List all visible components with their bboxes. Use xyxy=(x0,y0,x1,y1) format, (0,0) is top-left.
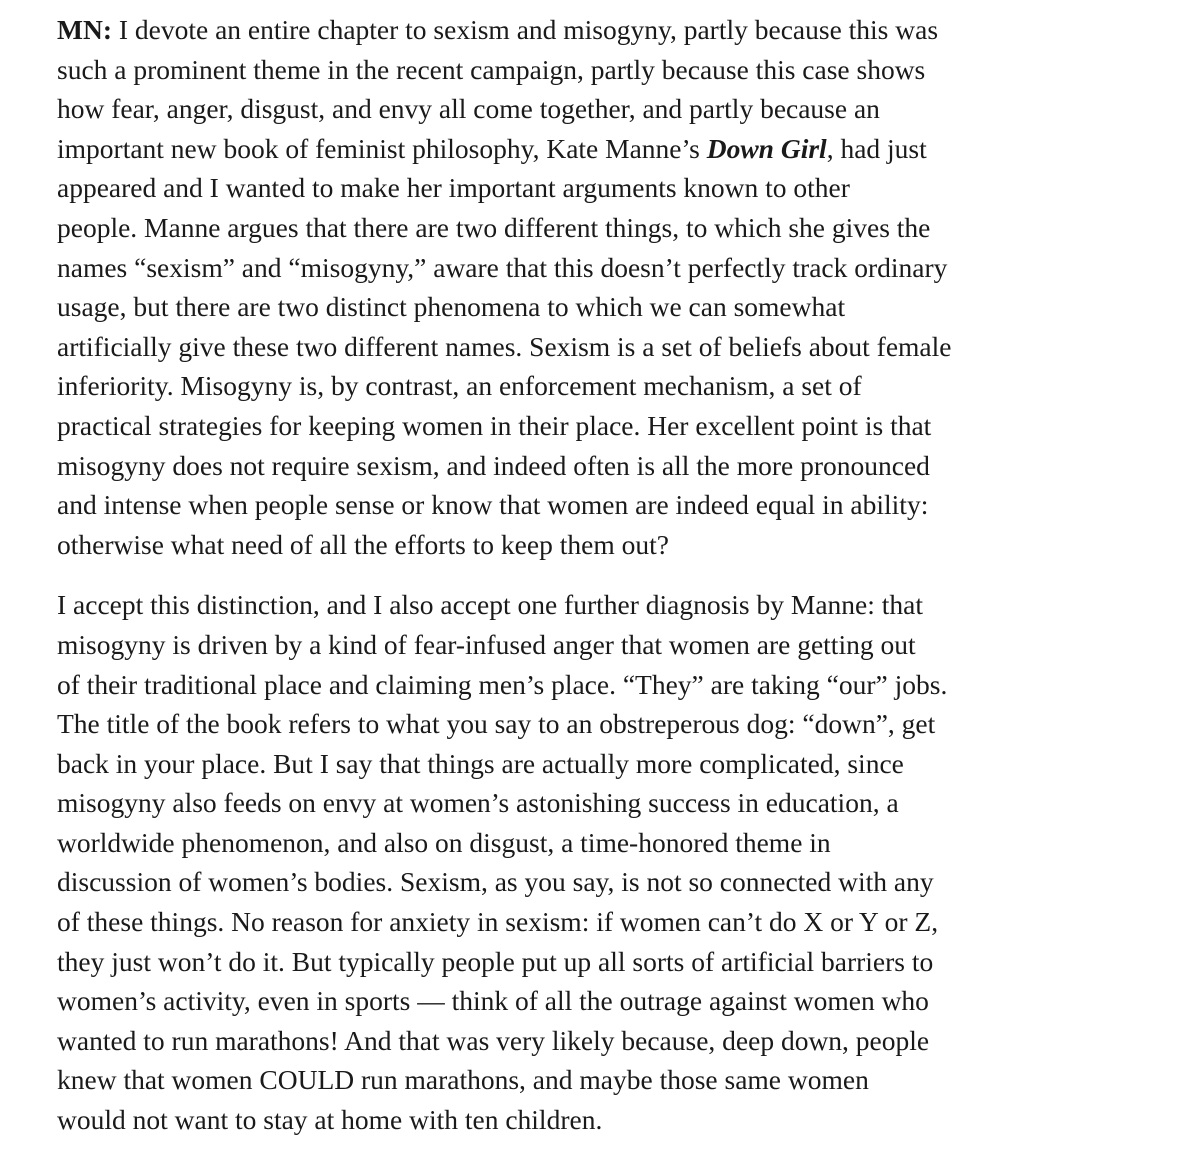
text-line: and intense when people sense or know that women are indeed equal in ability: xyxy=(57,489,929,521)
text-line: The title of the book refers to what you say to an obstreperous dog: “down”, get xyxy=(57,708,936,740)
paragraph-2 xyxy=(57,585,1140,1139)
text-line: I accept this distinction, and I also accept one further diagnosis by Manne: that xyxy=(57,589,923,621)
text-line: inferiority. Misogyny is, by contrast, an enforcement mechanism, a set of xyxy=(57,370,862,402)
text-line: misogyny is driven by a kind of fear-infused anger that women are getting out xyxy=(57,628,916,660)
text-line: misogyny also feeds on envy at women’s astonishing success in education, a xyxy=(57,787,899,819)
text-line: usage, but there are two distinct phenomena to which we can somewhat xyxy=(57,291,846,323)
text-line: back in your place. But I say that things are actually more complicated, since xyxy=(57,747,904,779)
text-line: they just won’t do it. But typically people put up all sorts of artificial barriers to xyxy=(57,945,934,977)
text-line: practical strategies for keeping women in their place. Her excellent point is that xyxy=(57,409,932,441)
text-line: appeared and I wanted to make her important arguments known to other xyxy=(57,172,850,204)
text-line: MN: I devote an entire chapter to sexism and misogyny, partly because this was xyxy=(57,14,939,45)
text-line: wanted to run marathons! And that was very likely because, deep down, people xyxy=(57,1024,930,1056)
text-line: otherwise what need of all the efforts to keep them out? xyxy=(57,528,669,560)
text-line: women’s activity, even in sports — think of all the outrage against women who xyxy=(57,985,929,1017)
paragraph-1 xyxy=(57,10,1140,564)
speaker-label: MN: xyxy=(57,14,112,45)
text-line: of these things. No reason for anxiety in sexism: if women can’t do X or Y or Z, xyxy=(57,906,939,938)
text-line: worldwide phenomenon, and also on disgust, a time-honored theme in xyxy=(57,826,831,858)
text-line: discussion of women’s bodies. Sexism, as you say, is not so connected with any xyxy=(57,866,934,898)
text-line: of their traditional place and claiming men’s place. “They” are taking “our” jobs. xyxy=(57,668,948,700)
paragraph-spacer xyxy=(57,564,1140,585)
text-line: artificially give these two different names. Sexism is a set of beliefs about female xyxy=(57,330,952,362)
text-line: important new book of feminist philosophy, Kate Manne’s Down Girl, had just xyxy=(57,132,927,164)
text-line: misogyny does not require sexism, and indeed often is all the more pronounced xyxy=(57,449,930,481)
text-line: knew that women COULD run marathons, and maybe those same women xyxy=(57,1064,869,1096)
text-line: people. Manne argues that there are two different things, to which she gives the xyxy=(57,211,931,243)
book-title: Down Girl xyxy=(706,132,827,164)
text-line: would not want to stay at home with ten children. xyxy=(57,1104,603,1136)
text-line: how fear, anger, disgust, and envy all come together, and partly because an xyxy=(57,93,880,125)
text-line: such a prominent theme in the recent campaign, partly because this case shows xyxy=(57,53,926,85)
text-line: names “sexism” and “misogyny,” aware that this doesn’t perfectly track ordinary xyxy=(57,251,948,283)
